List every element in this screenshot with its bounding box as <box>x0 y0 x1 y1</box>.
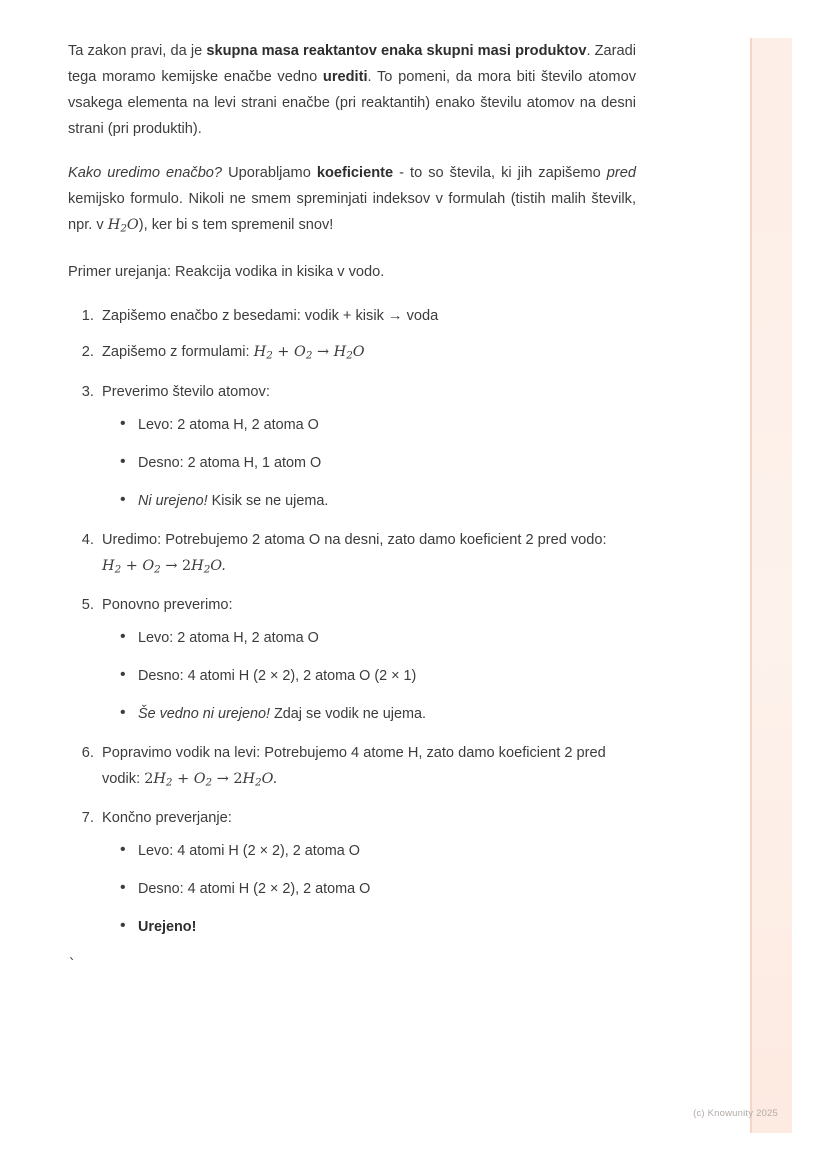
sub-text: Desno: 4 atomi H (2 × 2), 2 atoma O <box>138 881 371 898</box>
sub-text-bold: Urejeno! <box>138 919 197 936</box>
list-item <box>98 805 636 939</box>
step-text: Preverimo število atomov: <box>102 383 270 400</box>
formula-water: $H_2O$ <box>107 217 139 235</box>
text-run: . To pomeni, da mora biti število atomov vsakega elementa na levi strani enačbe (pri reaktantih) enako številu atomov na desni strani (pri produktih). <box>68 69 636 137</box>
sub-text: Desno: 2 atoma H, 1 atom O <box>138 454 322 471</box>
text-run: . Zaradi tega moramo kemijske enačbe vedno <box>68 43 636 85</box>
list-item <box>120 877 636 901</box>
step-5-sublist <box>102 626 636 726</box>
step-text: Zapišemo z formulami: <box>102 344 254 361</box>
list-item <box>98 740 636 795</box>
text-run: kemijsko formulo. Nikoli ne smem spreminjati indeksov v formulah (tistih malih številk, npr. v <box>68 191 636 233</box>
sub-text: Kisik se ne ujema. <box>207 492 329 509</box>
text-run: ), ker bi s tem spremenil snov! <box>138 217 334 233</box>
text-run-italic: Kako uredimo enačbo? <box>68 165 223 181</box>
list-item <box>120 413 636 437</box>
list-item <box>120 489 636 513</box>
text-run-bold: urediti <box>322 69 368 85</box>
list-item <box>120 664 636 688</box>
list-item <box>98 527 636 582</box>
step-7-sublist <box>102 839 636 939</box>
formula-step4: $H_2 + O_2 \to 2H_2O$. <box>102 557 226 575</box>
text-run: - to so števila, ki jih zapišemo <box>393 165 607 181</box>
list-item <box>120 702 636 726</box>
sub-text: Levo: 2 atoma H, 2 atoma O <box>138 629 319 646</box>
page-accent-strip <box>752 38 792 1133</box>
step-text: Popravimo vodik na levi: Potrebujemo 4 atome H, zato damo koeficient 2 pred vodik: <box>102 744 606 787</box>
step-text: Ponovno preverimo: <box>102 596 233 613</box>
sub-text-italic: Ni urejeno! <box>138 492 208 509</box>
text-run-bold: koeficiente <box>316 165 394 181</box>
sub-text: Desno: 4 atomi H (2 × 2), 2 atoma O (2 × 1) <box>138 667 417 684</box>
step-text: Zapišemo enačbo z besedami: vodik + kisik → voda <box>102 308 439 325</box>
paragraph-how-to-balance <box>68 160 636 241</box>
text-run: Uporabljamo <box>222 165 317 181</box>
list-item <box>98 339 636 368</box>
step-3-sublist <box>102 413 636 513</box>
step-text: Končno preverjanje: <box>102 810 232 827</box>
list-item <box>120 626 636 650</box>
list-item <box>120 451 636 475</box>
balancing-steps-list <box>68 303 636 939</box>
document-content <box>68 38 636 973</box>
text-run: Ta zakon pravi, da je <box>68 43 207 59</box>
text-run-italic: pred <box>606 165 636 181</box>
list-item <box>98 379 636 513</box>
sub-text: Levo: 2 atoma H, 2 atoma O <box>138 416 319 433</box>
sub-text: Zdaj se vodik ne ujema. <box>270 705 426 722</box>
sub-text-italic: Še vedno ni urejeno! <box>138 705 271 722</box>
step-text: Uredimo: Potrebujemo 2 atoma O na desni, zato damo koeficient 2 pred vodo: <box>102 531 607 548</box>
paragraph-example-intro: Primer urejanja: Reakcija vodika in kisika v vodo. <box>68 264 385 281</box>
sub-text: Levo: 4 atomi H (2 × 2), 2 atoma O <box>138 843 360 860</box>
list-item <box>120 839 636 863</box>
text-run-bold: skupna masa reaktantov enaka skupni masi produktov <box>206 43 587 59</box>
paragraph-law-of-conservation <box>68 38 636 142</box>
list-item <box>98 303 636 329</box>
formula-unbalanced: $H_2 + O_2 \to H_2O$ <box>253 344 365 362</box>
list-item <box>120 915 636 939</box>
list-item <box>98 592 636 726</box>
formula-step6: $2H_2 + O_2 \to 2H_2O$. <box>144 770 278 789</box>
footer-credit: (c) Knowunity 2025 <box>693 1108 778 1119</box>
trailing-backtick: ` <box>68 957 77 974</box>
